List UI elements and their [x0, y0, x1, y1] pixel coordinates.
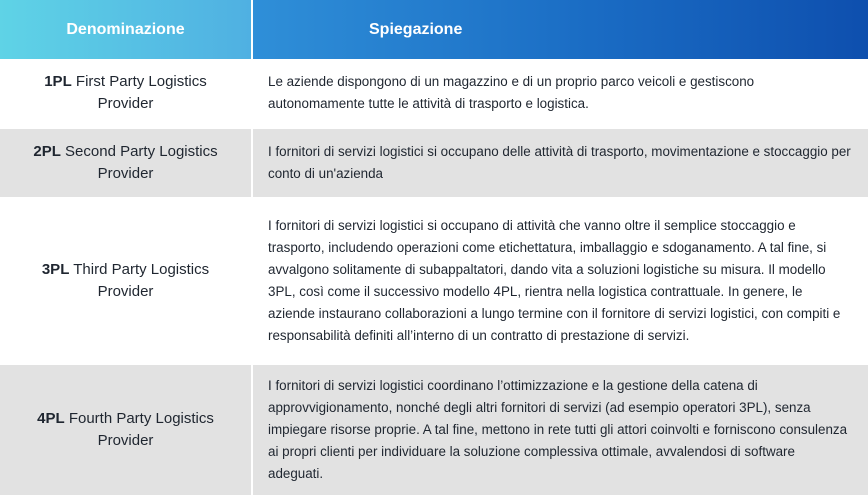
row-code: 4PL — [37, 410, 65, 427]
denominazione-cell — [0, 365, 251, 495]
row-name: Fourth Party Logistics Provider — [68, 410, 214, 449]
table-row — [0, 129, 868, 197]
denominazione-cell — [0, 129, 251, 197]
spiegazione-cell — [268, 129, 853, 197]
row-code: 2PL — [33, 143, 61, 160]
row-code: 1PL — [44, 73, 72, 90]
denominazione-cell — [0, 199, 251, 363]
table-header — [0, 0, 868, 59]
row-explanation: Le aziende dispongono di un magazzino e di un proprio parco veicoli e gestiscono autonomamente tutte le attività di trasporto e logistica. — [268, 74, 755, 111]
column-divider — [251, 129, 253, 197]
table-row — [0, 59, 868, 127]
row-explanation: I fornitori di servizi logistici si occupano di attività che vanno oltre il semplice stoccaggio e trasporto, includendo operazioni come etichettatura, imballaggio e sdoganamento. A tal fine, si avvalgono solitamente di subappaltatori, dando vita a soluzioni logistiche su misura. Il modello 3PL, così come il successivo modello 4PL, rientra nella logistica contrattuale. In genere, le aziende instaurano collaborazioni a lungo termine con il fornitore di servizi logistici, con compiti e responsabilità definiti all’interno di un contratto di prestazione di servizi. — [268, 218, 841, 343]
row-name: Second Party Logistics Provider — [65, 143, 218, 182]
row-name: First Party Logistics Provider — [75, 73, 207, 112]
column-divider — [251, 199, 253, 363]
spiegazione-cell — [268, 199, 853, 363]
column-divider — [251, 365, 253, 495]
row-code: 3PL — [41, 261, 70, 278]
table-row — [0, 199, 868, 363]
spiegazione-cell — [268, 59, 853, 127]
column-divider — [251, 59, 253, 127]
row-explanation: I fornitori di servizi logistici si occupano delle attività di trasporto, movimentazione e stoccaggio per conto di un'azienda — [268, 144, 851, 181]
row-name: Third Party Logistics Provider — [73, 261, 210, 300]
header-denominazione: Denominazione — [0, 0, 251, 59]
denominazione-cell — [0, 59, 251, 127]
table-row — [0, 365, 868, 495]
header-spiegazione: Spiegazione — [253, 0, 868, 59]
row-explanation: I fornitori di servizi logistici coordinano l’ottimizzazione e la gestione della catena di approvvigionamento, nonché degli altri fornitori di servizi (ad esempio operatori 3PL), senza impiegare risorse proprie. A tal fine, mettono in rete tutti gli attori coinvolti e forniscono consulenza ai propri clienti per individuare la soluzione complessiva ottimale, avvalendosi di software adeguati. — [268, 378, 848, 481]
spiegazione-cell — [268, 365, 853, 495]
